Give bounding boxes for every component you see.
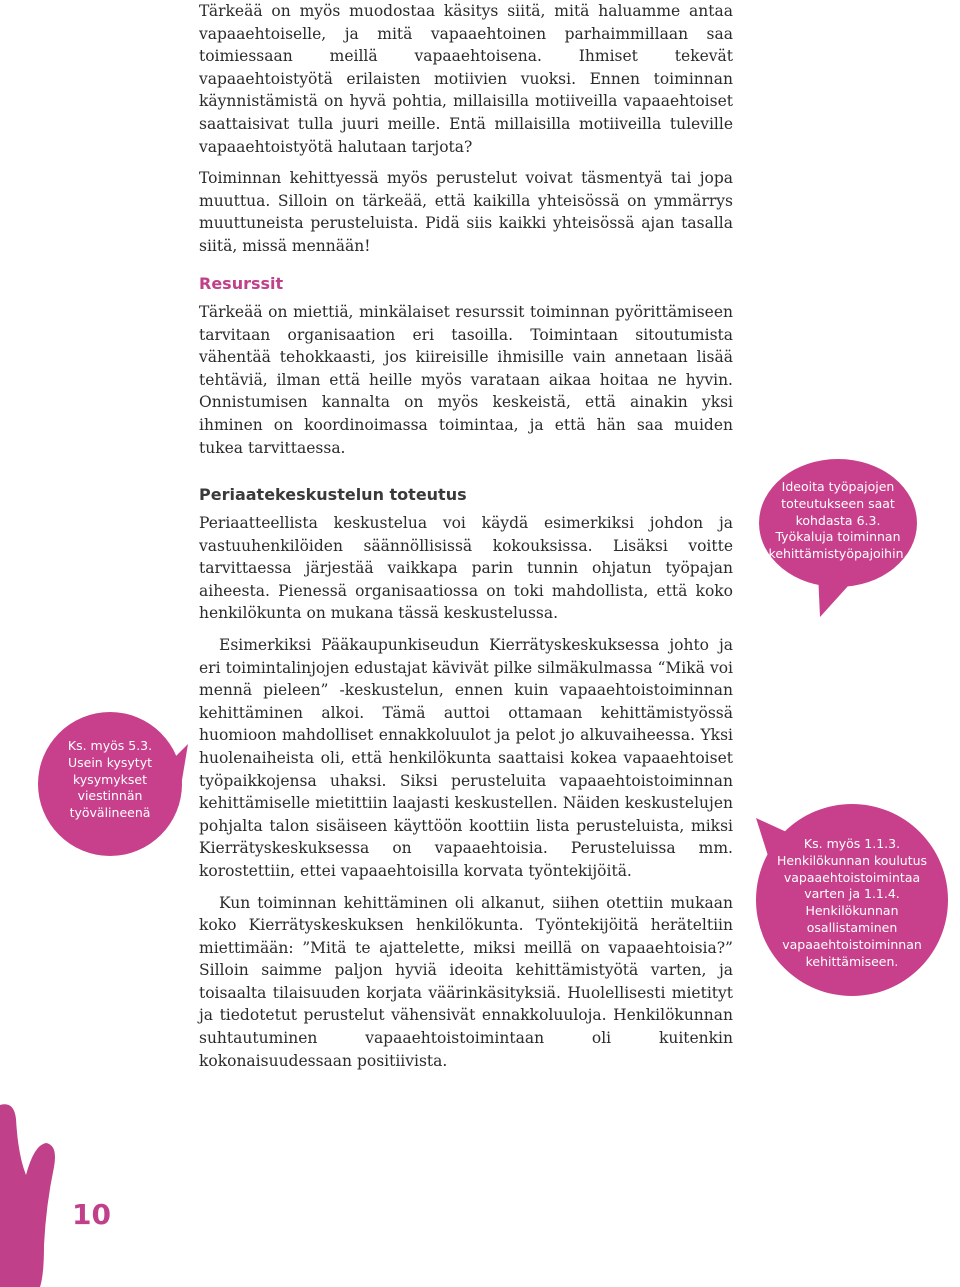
- implementation-paragraph-2: Esimerkiksi Pääkaupunkiseudun Kierrätyskeskuksessa johto ja eri toimintalinjojen edustajat kävivät pilke silmäkulmassa “Mikä voi mennä pieleen” -keskustelun, ennen kuin vapaaehtoistoiminnan kehittäminen alkoi. Tämä auttoi ottamaan kehittämistyössä huomioon mahdolliset ennakkoluulot ja pelot jo alkuvaiheessa. Yksi huolenaiheista oli, että henkilökunta saattaisi kokea vapaaehtoiset työpaikkojensa uhaksi. Siksi perusteluita vapaaehtoistoiminnan kehittämiselle mietittiin laajasti keskustellen. Näiden keskustelujen pohjalta talon sisäiseen käyttöön koottiin lista perusteluista, miksi Kierrätyskeskuksessa on vapaaehtoisia. Perusteluissa mm. korostettiin, ettei vapaaehtoisilla korvata työntekijöitä.: [199, 635, 733, 880]
- tip-bubble-workshops-text: Ideoita työpajojen toteutukseen saat kohdasta 6.3. Työkaluja toiminnan kehittämistyöpajoihin.: [768, 479, 908, 562]
- intro-paragraph-2: Toiminnan kehittyessä myös perustelut voivat täsmentyä tai jopa muuttua. Silloin on tärkeää, että kaikilla yhteisössä on ymmärrys muuttuneista perusteluista. Pidä siis kaikki yhteisössä ajan tasalla siitä, missä mennään!: [199, 169, 733, 255]
- implementation-paragraph-3: Kun toiminnan kehittäminen oli alkanut, siihen otettiin mukaan koko Kierrätyskeskuksen henkilökunta. Työntekijöitä heräteltiin miettimään: ”Mitä te ajattelette, miksi meillä on vapaaehtoisia?” Silloin saimme paljon hyviä ideoita kehittämistyötä varten, ja toisaalta tilaisuuden korjata väärinkäsityksiä. Huolellisesti mietityt ja tiedotetut perustelut vähensivät ennakkoluuloja. Henkilökunnan suhtautuminen vapaaehtoistoimintaan oli kuitenkin kokonaisuudessaan positiivista.: [199, 893, 733, 1070]
- decorative-hand-shape: [0, 1095, 70, 1287]
- page-number: 10: [72, 1198, 111, 1231]
- intro-section: [199, 0, 733, 258]
- tip-bubble-workshops: [758, 463, 918, 618]
- intro-paragraph-1: Tärkeää on myös muodostaa käsitys siitä, mitä haluamme antaa vapaaehtoiselle, ja mitä vapaaehtoinen parhaimmillaan saa toimiessaan meillä vapaaehtoisena. Ihmiset tekevät vapaaehtoistyötä erilaisten motiivien vuoksi. Ennen toiminnan käynnistämistä on hyvä pohtia, millaisilla motiiveilla vapaaehtoiset saattaisivat tulla juuri meille. Entä millaisilla motiiveilla tuleville vapaaehtoistyötä halutaan tarjota?: [199, 2, 733, 156]
- tip-bubble-faq: [30, 712, 190, 862]
- tip-bubble-staff: [752, 800, 952, 1000]
- resources-section: [199, 273, 733, 459]
- tip-bubble-faq-text: Ks. myös 5.3. Usein kysytyt kysymykset viestinnän työvälineenä: [67, 738, 153, 821]
- implementation-section: [199, 484, 733, 1072]
- resources-heading: Resurssit: [199, 274, 284, 293]
- implementation-paragraph-1: Periaatteellista keskustelua voi käydä esimerkiksi johdon ja vastuuhenkilöiden säännöllisissä kokouksissa. Lisäksi voitte tarvittaessa järjestää vaikkapa parin tunnin ohjatun työpajan aiheesta. Pienessä organisaatiossa on toki mahdollista, että koko henkilökunta on mukana tässä keskustelussa.: [199, 514, 733, 623]
- tip-bubble-staff-text: Ks. myös 1.1.3. Henkilökunnan koulutus vapaaehtoistoimintaa varten ja 1.1.4. Henkilökunnan osallistaminen vapaaehtoistoiminnan kehittämiseen.: [776, 836, 928, 969]
- resources-paragraph: Tärkeää on miettiä, minkälaiset resurssit toiminnan pyörittämiseen tarvitaan organisaation eri tasoilla. Toimintaan sitoutumista vähentää tehokkaasti, jos kiireisille ihmisille vain annetaan lisää tehtäviä, ilman että heille myös varataan aikaa hoitaa ne hyvin. Onnistumisen kannalta on myös keskeistä, että ainakin yksi ihminen on koordinoimassa toimintaa, ja että hän saa muiden tukea tarvittaessa.: [199, 303, 733, 457]
- implementation-heading: Periaatekeskustelun toteutus: [199, 485, 467, 504]
